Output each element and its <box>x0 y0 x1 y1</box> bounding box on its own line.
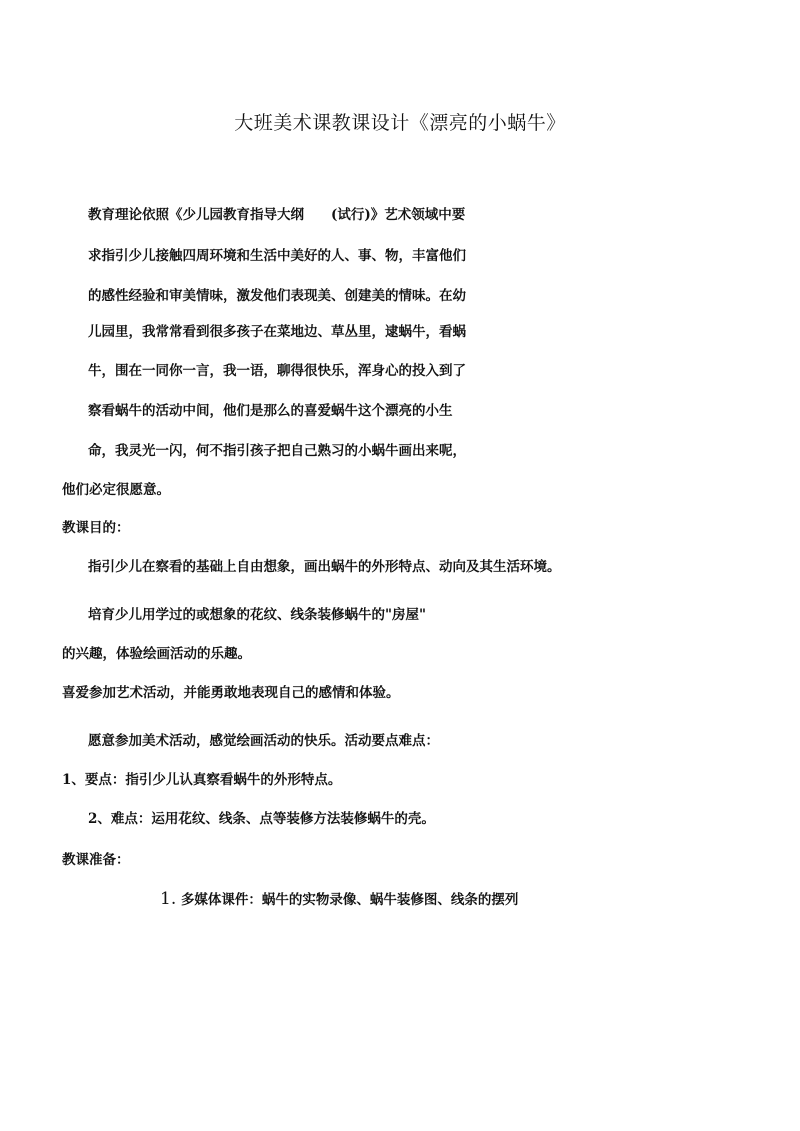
intro-line: 儿园里，我常常看到很多孩子在菜地边、草丛里，逮蜗牛，看蜗 <box>88 324 466 340</box>
goal-line: 的兴趣，体验绘画活动的乐趣。 <box>62 646 251 662</box>
goal-line: 指引少儿在察看的基础上自由想象，画出蜗牛的外形特点、动向及其生活环境。 <box>88 559 561 575</box>
intro-line: 他们必定很愿意。 <box>62 482 170 498</box>
intro-line: 教育理论依照《少儿园教育指导大纲 (试行)》艺术领域中要 <box>88 207 466 223</box>
key-point-line: 1、要点：指引少儿认真察看蜗牛的外形特点。 <box>62 772 342 788</box>
prep-heading: 教课准备： <box>62 852 130 868</box>
intro-line: 牛，围在一同你一言，我一语，聊得很快乐，浑身心的投入到了 <box>88 363 466 379</box>
goal-line: 愿意参加美术活动，感觉绘画活动的快乐。活动要点难点： <box>88 733 439 749</box>
prep-item-text: 多媒体课件：蜗牛的实物录像、蜗牛装修图、线条的摆列 <box>180 892 519 908</box>
goal-line: 培育少儿用学过的或想象的花纹、线条装修蜗牛的"房屋" <box>88 607 427 623</box>
intro-line: 求指引少儿接触四周环境和生活中美好的人、事、物，丰富他们 <box>88 248 466 264</box>
intro-line: 命，我灵光一闪，何不指引孩子把自己熟习的小蜗牛画出来呢， <box>88 443 466 459</box>
goal-line: 喜爱参加艺术活动，并能勇敢地表现自己的感情和体验。 <box>62 685 400 701</box>
goals-heading: 教课目的： <box>62 520 130 536</box>
key-point-line: 2、难点：运用花纹、线条、点等装修方法装修蜗牛的壳。 <box>88 811 435 827</box>
intro-line: 的感性经验和审美情味，激发他们表现美、创建美的情味。在幼 <box>88 288 466 304</box>
intro-line: 察看蜗牛的活动中间，他们是那么的喜爱蜗牛这个漂亮的小生 <box>88 403 453 419</box>
prep-item <box>160 890 518 909</box>
prep-item-number: 1. <box>160 889 177 909</box>
document-title: 大班美术课教课设计《漂亮的小蜗牛》 <box>234 112 566 134</box>
